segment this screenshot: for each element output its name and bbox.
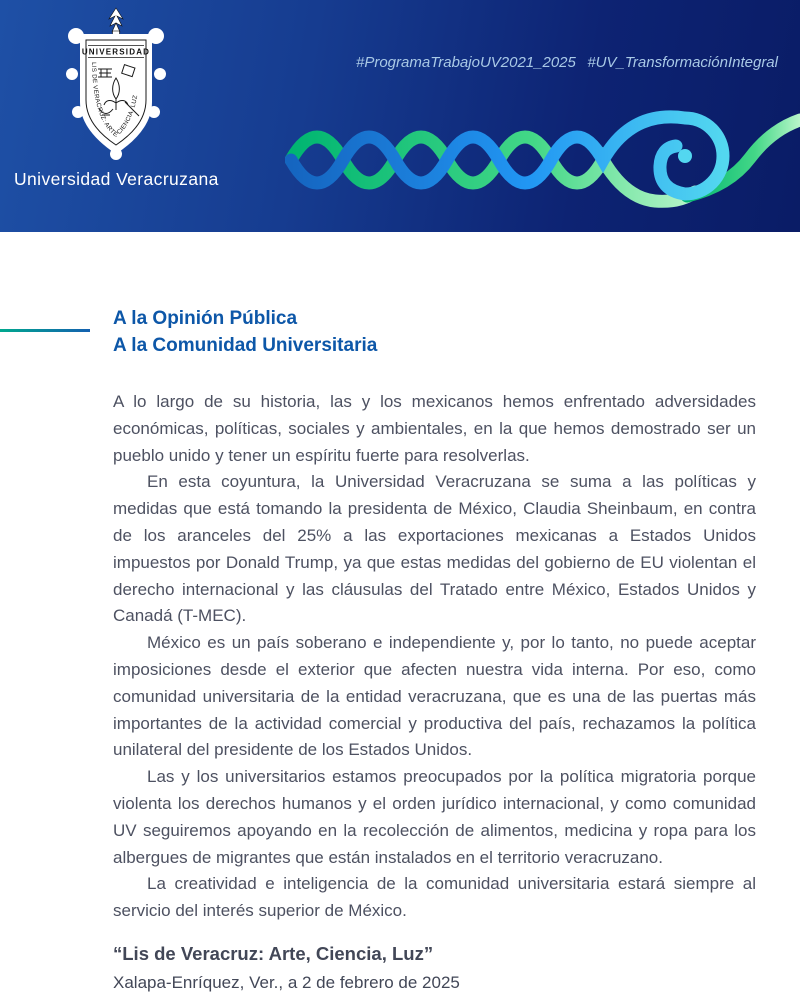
- hashtag-programa-trabajo: #ProgramaTrabajoUV2021_2025: [356, 54, 576, 71]
- paragraph-3: México es un país soberano e independiente y, por lo tanto, no puede aceptar imposiciones desde el exterior que afecten nuestra vida interna. Por eso, como comunidad universitaria de la entidad veracruzana, que es una de las puertas más importantes de la actividad comercial y productiva del país, rechazamos la política unilateral del presidente de los Estados Unidos.: [113, 633, 756, 760]
- hashtag-transformacion-integral: #UV_TransformaciónIntegral: [587, 54, 778, 71]
- title-line-1: A la Opinión Pública: [113, 308, 298, 329]
- closing-place-date: Xalapa-Enríquez, Ver., a 2 de febrero de 2025: [113, 972, 460, 992]
- crest-shield-word: UNIVERSIDAD: [81, 47, 151, 57]
- statement-paragraphs: [113, 389, 756, 925]
- wave-spiral-dot: [678, 149, 692, 163]
- uv-crest-logo: [46, 6, 186, 164]
- paragraph-1: A lo largo de su historia, las y los mexicanos hemos enfrentado adversidades económicas, políticas, sociales y ambientales, en la que hemos demostrado ser un pueblo unido y tener un espíritu fuerte para resolverlas.: [113, 392, 756, 465]
- page-title: [113, 305, 756, 359]
- paragraph-2: En esta coyuntura, la Universidad Veracruzana se suma a las políticas y medidas que está tomando la presidenta de México, Claudia Sheinbaum, en contra de los aranceles del 25% a las exportaciones mexicanas a Estados Unidos impuestos por Donald Trump, ya que estas medidas del gobierno de EU violentan el derecho internacional y las cláusulas del Tratado entre México, Estados Unidos y Canadá (T-MEC).: [113, 472, 756, 626]
- paragraph-5: La creatividad e inteligencia de la comunidad universitaria estará siempre al servicio del interés superior de México.: [113, 874, 756, 921]
- title-accent-line: [0, 329, 90, 332]
- closing-block: [113, 943, 756, 993]
- university-wordmark: Universidad Veracruzana: [14, 169, 219, 189]
- title-line-2: A la Comunidad Universitaria: [113, 335, 378, 356]
- closing-motto-quote: “Lis de Veracruz: Arte, Ciencia, Luz”: [113, 942, 434, 964]
- header-banner: [0, 0, 800, 232]
- wave-ribbon-graphic: [285, 108, 800, 228]
- hashtag-row: [356, 54, 778, 71]
- crest-motto-arc: LIS DE VERACRUZ: ARTE. CIENCIA, LUZ: [90, 62, 140, 139]
- torch-icon: [109, 8, 123, 32]
- paragraph-4: Las y los universitarios estamos preocupados por la política migratoria porque violenta los derechos humanos y el orden jurídico internacional, y como comunidad UV seguiremos apoyando en la recolección de alimentos, medicina y ropa para los albergues de migrantes que están instalados en el territorio veracruzano.: [113, 767, 756, 867]
- statement-body: [113, 305, 756, 993]
